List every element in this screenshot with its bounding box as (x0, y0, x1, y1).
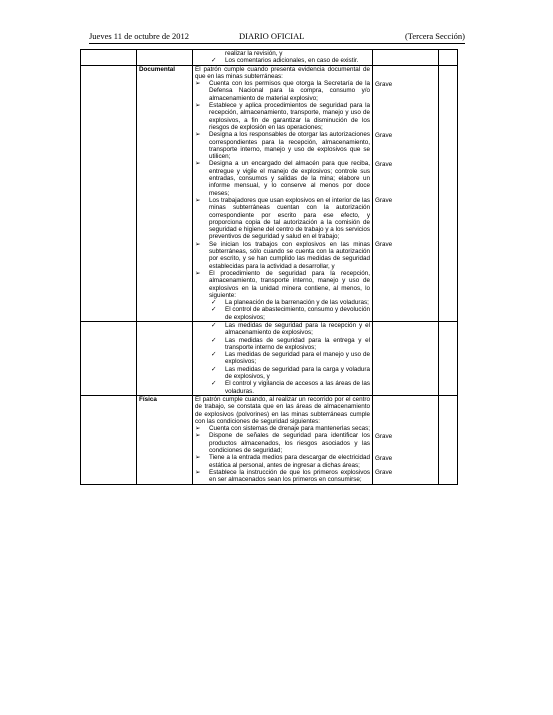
sub-criterion-item (195, 306, 370, 321)
item-text: Se inician los trabajos con explosivos en las minas subterráneas, sólo cuando se cuenta con la autorización por escrito, y se han cumplido las medidas de seguridad establecidas para la actividad a desarrollar, y (209, 240, 370, 270)
sub-criterion-item (195, 299, 370, 306)
verification-table (80, 49, 458, 485)
empty-cell (439, 395, 458, 484)
sub-criterion-item (195, 380, 370, 395)
arrow-bullet-icon: ➢ (195, 240, 201, 248)
header-date: Jueves 11 de octubre de 2012 (89, 31, 190, 41)
item-text: Los comentarios adicionales, en caso de existir. (225, 57, 359, 65)
arrow-bullet-icon: ➢ (195, 102, 201, 110)
evidence-cell (193, 395, 373, 484)
criterion-item (195, 160, 370, 196)
evidence-cell (193, 321, 373, 395)
severity-label: Grave (375, 197, 393, 205)
sub-criterion-item (195, 57, 370, 64)
empty-cell (81, 50, 137, 66)
table-row (81, 65, 458, 321)
criterion-intro: El patrón cumple cuando, al realizar un recorrido por el centro de trabajo, se constata que en las áreas de almacenamiento de explosivos (polvorines) en las minas subterráneas cumple con las condiciones de seguridad siguientes: (195, 395, 370, 425)
arrow-bullet-icon: ➢ (195, 468, 201, 476)
check-bullet-icon: ✓ (211, 365, 217, 373)
table-row (81, 321, 458, 395)
arrow-bullet-icon: ➢ (195, 131, 201, 139)
severity-cell (373, 321, 439, 395)
arrow-bullet-icon: ➢ (195, 269, 201, 277)
criterion-item (195, 270, 370, 299)
evidence-type-documental: Documental (137, 65, 193, 321)
item-text: Cuenta con sistemas de drenaje para mantenerlas secas; (209, 425, 371, 433)
check-bullet-icon: ✓ (211, 321, 217, 329)
empty-cell (81, 395, 137, 484)
sub-criterion-item (195, 337, 370, 352)
item-text: La planeación de la barrenación y de las voladuras; (225, 299, 369, 307)
empty-cell (137, 321, 193, 395)
header-publication: DIARIO OFICIAL (239, 31, 305, 41)
empty-cell (81, 321, 137, 395)
page-header (89, 31, 465, 44)
item-text: Designa a los responsables de otorgar las autorizaciones correspondientes para la recepción, almacenamiento, transporte interno, manejo y uso de explosivos que se utilicen; (209, 131, 370, 161)
table-row (81, 50, 458, 66)
item-text: Las medidas de seguridad para la carga y voladura de explosivos, y (225, 365, 370, 381)
criterion-item (195, 469, 370, 484)
sub-criterion-item (195, 322, 370, 337)
check-bullet-icon: ✓ (211, 57, 217, 65)
header-section: (Tercera Sección) (404, 31, 465, 41)
severity-label: Grave (375, 469, 393, 477)
item-text: El procedimiento de seguridad para la recepción, almacenamiento, transporte interno, manejo y uso de explosivos en la unidad minera contiene, al menos, lo siguiente: (209, 269, 370, 299)
arrow-bullet-icon: ➢ (195, 425, 201, 433)
item-text: Tiene a la entrada medios para descargar de electricidad estática al personal, antes de ingresar a dichas áreas; (209, 454, 370, 469)
sub-criterion-item (195, 366, 370, 381)
severity-cell (373, 395, 439, 484)
evidence-cell (193, 65, 373, 321)
check-bullet-icon: ✓ (211, 299, 217, 307)
check-bullet-icon: ✓ (211, 351, 217, 359)
item-text: Las medidas de seguridad para la recepción y el almacenamiento de explosivos; (225, 321, 370, 337)
item-text: Las medidas de seguridad para la entrega y el transporte interno de explosivos; (225, 336, 370, 351)
item-text: Cuenta con los permisos que otorga la Secretaría de la Defensa Nacional para la compra, consumo y/o almacenamiento de material explosivo; (209, 80, 370, 102)
empty-cell (137, 50, 193, 66)
check-bullet-icon: ✓ (211, 306, 217, 314)
arrow-bullet-icon: ➢ (195, 432, 201, 440)
evidence-type-fisica: Física (137, 395, 193, 484)
severity-cell (373, 65, 439, 321)
severity-label: Grave (375, 160, 393, 168)
arrow-bullet-icon: ➢ (195, 160, 201, 168)
severity-label: Grave (375, 241, 393, 249)
item-text: Dispone de señales de seguridad para identificar los productos almacenados, los riesgos asociados y las condiciones de seguridad; (209, 432, 370, 455)
criterion-item (195, 241, 370, 270)
arrow-bullet-icon: ➢ (195, 196, 201, 204)
item-text: El control y vigilancia de accesos a las áreas de las voladuras. (225, 380, 370, 395)
empty-cell (439, 65, 458, 321)
item-text: Establece y aplica procedimientos de seguridad para la recepción, almacenamiento, transporte, manejo y uso de explosivos, a fin de garantizar la disminución de los riesgos de explosión en las operaciones; (209, 102, 370, 131)
check-bullet-icon: ✓ (211, 380, 217, 388)
severity-label: Grave (375, 454, 393, 462)
item-text: El control de abastecimiento, consumo y devolución de explosivos; (225, 306, 370, 321)
severity-cell (373, 50, 439, 66)
sub-criterion-item (195, 351, 370, 366)
severity-label: Grave (375, 432, 393, 440)
arrow-bullet-icon: ➢ (195, 80, 201, 88)
severity-label: Grave (375, 80, 393, 88)
criterion-item (195, 432, 370, 454)
criterion-item (195, 131, 370, 160)
check-bullet-icon: ✓ (211, 336, 217, 344)
empty-cell (81, 65, 137, 321)
criterion-item (195, 80, 370, 102)
item-text: realizar la revisión, y (225, 50, 283, 57)
arrow-bullet-icon: ➢ (195, 454, 201, 462)
item-text: Las medidas de seguridad para el manejo y uso de explosivos; (225, 351, 370, 366)
criterion-item (195, 197, 370, 241)
item-text: Los trabajadores que usan explosivos en el interior de las minas subterráneas cuentan con la autorización correspondiente por escrito para ese efecto, y proporciona copia de tal autorización a la comisión de seguridad e higiene del centro de trabajo y a los servicios preventivos de seguridad y salud en el trabajo; (209, 196, 370, 241)
table-row (81, 395, 458, 484)
criterion-item (195, 102, 370, 131)
criterion-item (195, 425, 370, 432)
evidence-cell (193, 50, 373, 66)
item-text: Establece la instrucción de que los primeros explosivos en ser almacenados sean los primeros en consumirse; (209, 468, 370, 484)
criterion-item (195, 454, 370, 469)
empty-cell (439, 321, 458, 395)
criterion-intro: El patrón cumple cuando presenta evidencia documental de que en las minas subterráneas: (195, 65, 370, 80)
list-item-continuation (195, 50, 370, 57)
severity-label: Grave (375, 131, 393, 139)
empty-cell (439, 50, 458, 66)
item-text: Designa a un encargado del almacén para que reciba, entregue y vigile el manejo de explosivos; controle sus entradas, consumos y salidas de la mina; elabore un informe mensual, y lo conserve al menos por doce meses; (209, 160, 370, 197)
